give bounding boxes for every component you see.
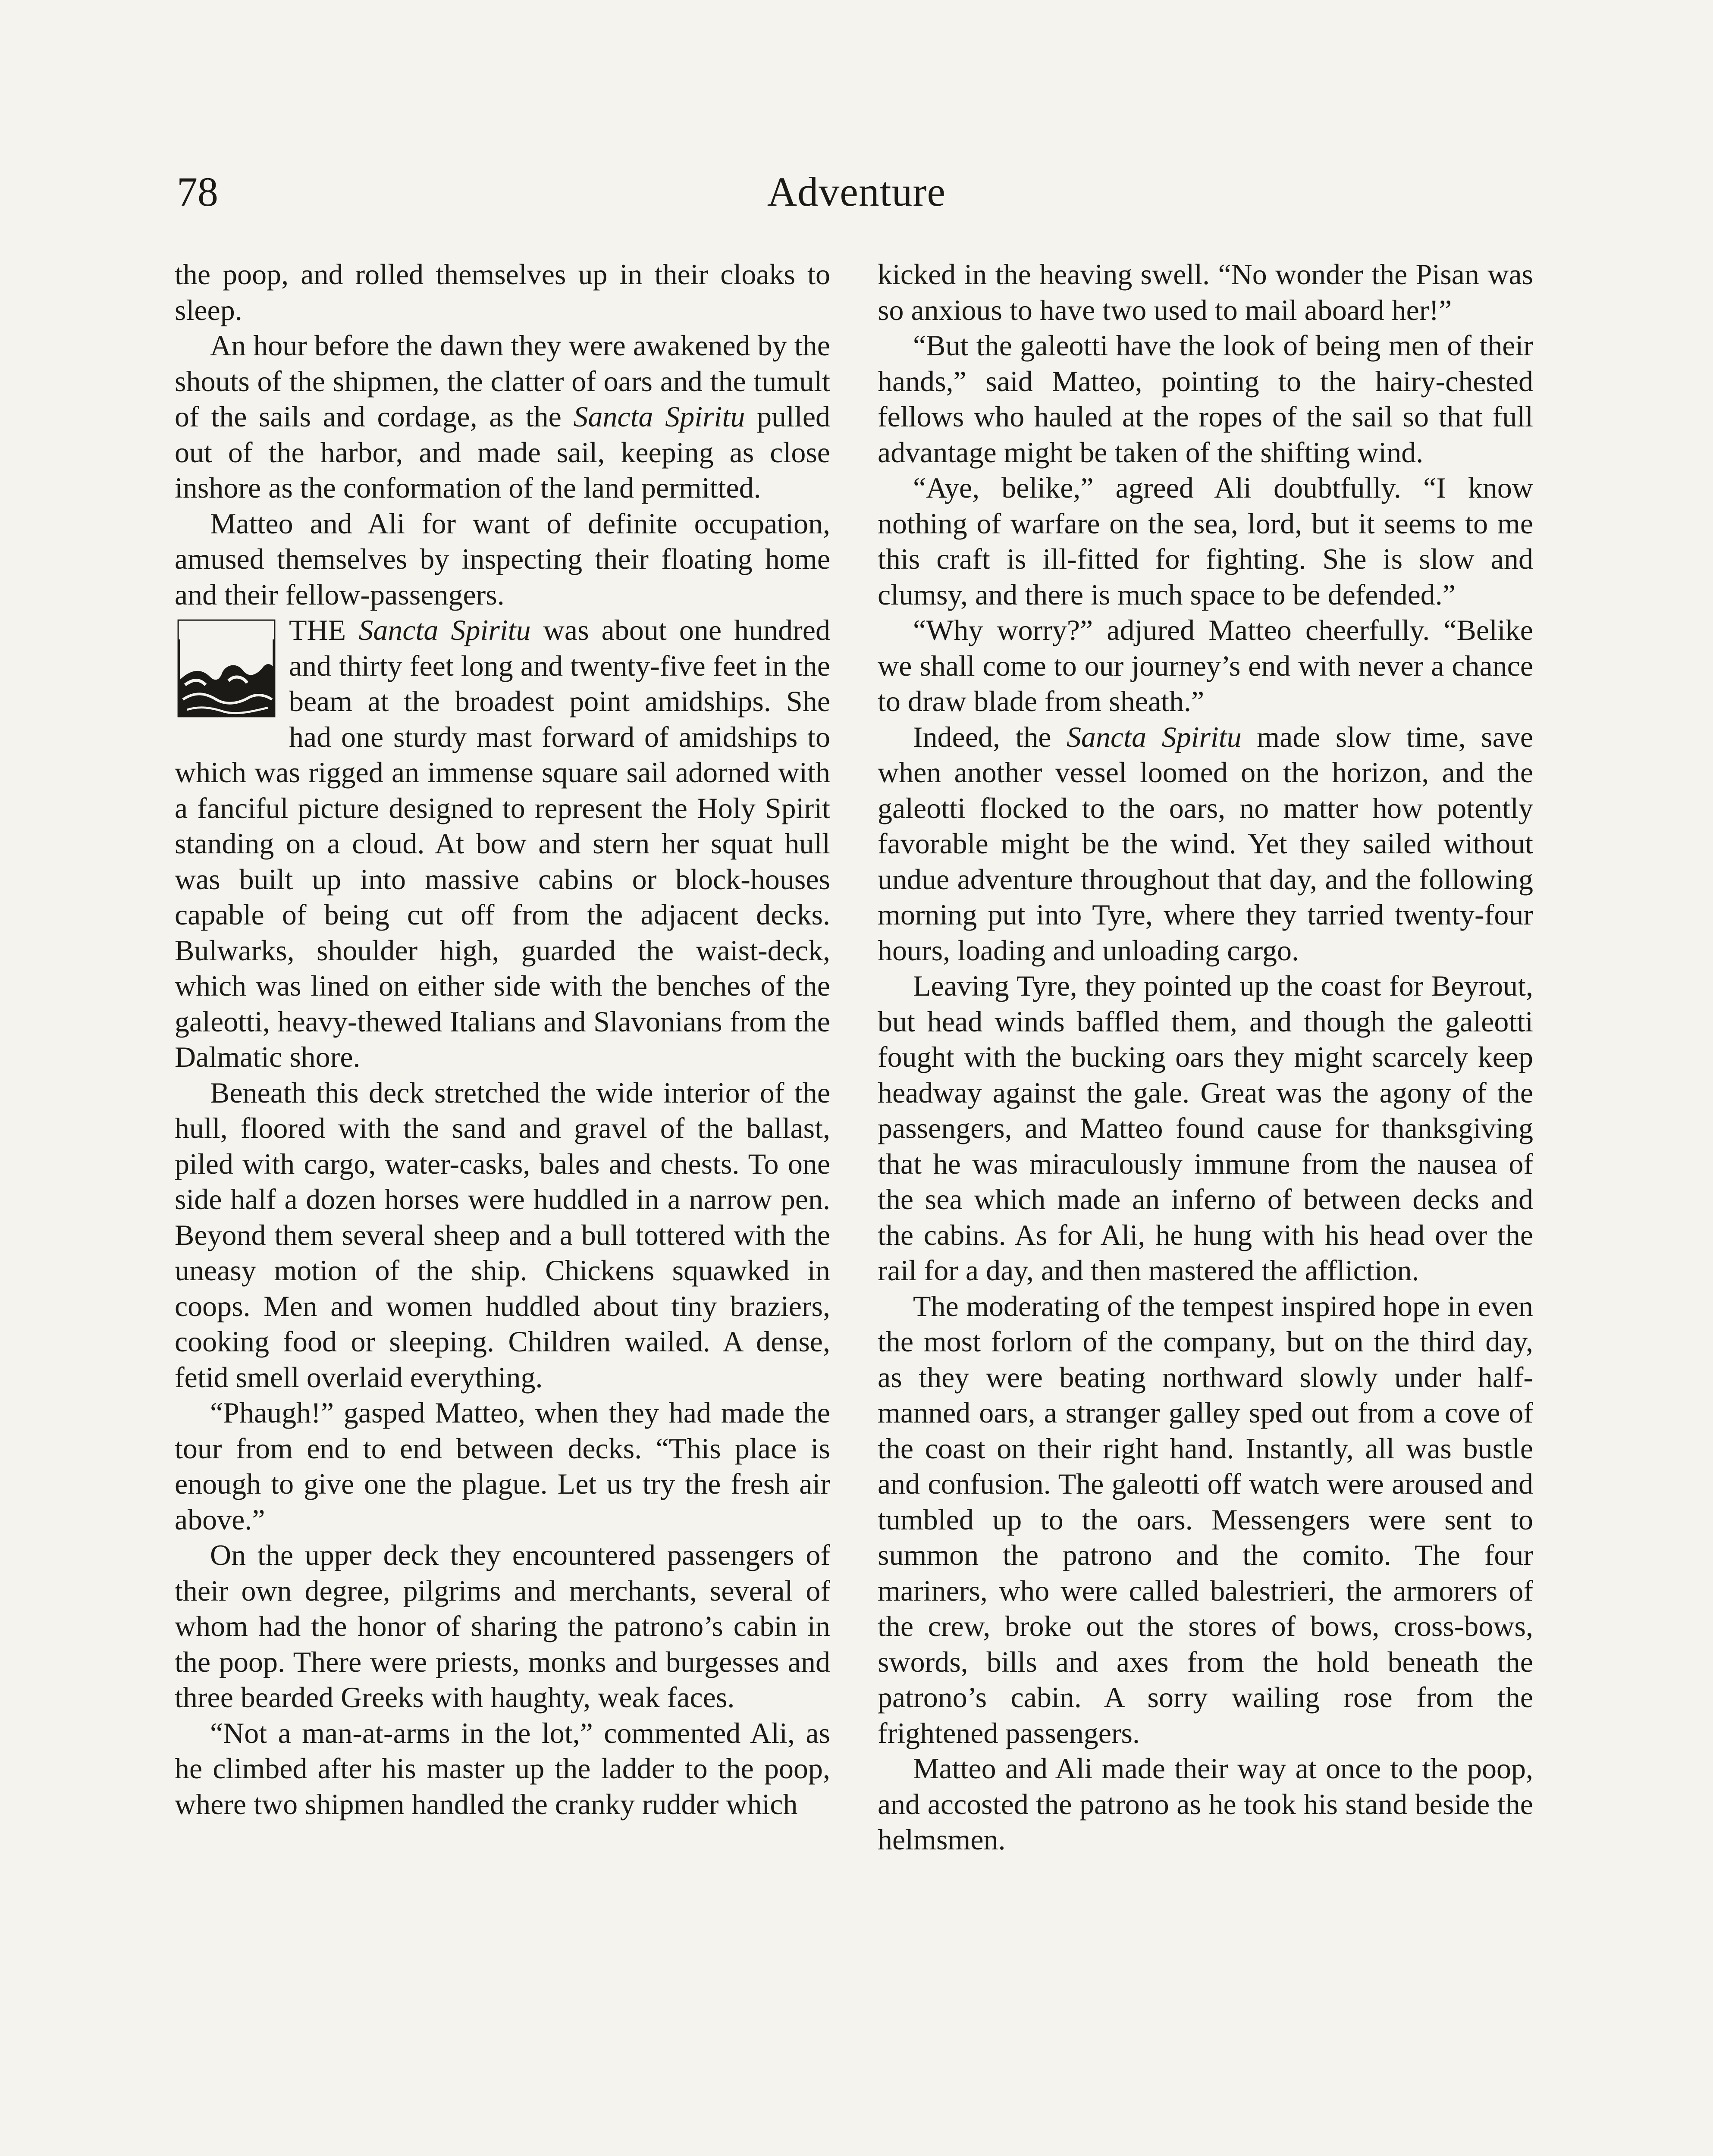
paragraph xyxy=(175,328,830,506)
section-opening-paragraph xyxy=(175,612,830,1075)
paragraph: Matteo and Ali made their way at once to the poop, and accosted the patrono as he took his stand beside the helmsmen. xyxy=(878,1752,1533,1856)
paragraph-text: An hour before the dawn they were awakened by the shouts of the shipmen, the clatter of oars and the tumult of the sails and cordage, as the xyxy=(175,329,830,433)
paragraph-text: pulled out of the harbor, and made sail, keeping as close inshore as the conformation of the land permitted. xyxy=(175,400,831,504)
paragraph: Leaving Tyre, they pointed up the coast for Beyrout, but head winds baffled them, and though the galeotti fought with the bucking oars they might scarcely keep headway against the gale. Great was the agony of the passengers, and Matteo found cause for thanksgiving that he was miraculously immune from the nausea of the sea which made an inferno of between decks and the cabins. As for Ali, he hung with his head over the rail for a day, and then mastered the affliction. xyxy=(878,969,1533,1287)
paragraph: “Why worry?” adjured Matteo cheerfully. “Belike we shall come to our journey’s end with never a chance to draw blade from sheath.” xyxy=(878,614,1533,718)
right-column xyxy=(878,257,1533,1858)
paragraph: “Aye, belike,” agreed Ali doubtfully. “I know nothing of warfare on the sea, lord, but it seems to me this craft is ill-fitted for fighting. She is slow and clumsy, and there is much space to be defended.” xyxy=(878,471,1533,611)
ship-name: Sancta Spiritu xyxy=(1067,720,1242,753)
paragraph: Matteo and Ali for want of definite occupation, amused themselves by inspecting their floating home and their fellow-passengers. xyxy=(175,507,830,611)
paragraph: On the upper deck they encountered passengers of their own degree, pilgrims and merchants, several of whom had the honor of sharing the patrono’s cabin in the poop. There were priests, monks and burgesses and three bearded Greeks with haughty, weak faces. xyxy=(175,1539,830,1714)
paragraph: kicked in the heaving swell. “No wonder the Pisan was so anxious to have two used to mail aboard her!” xyxy=(878,258,1533,326)
paragraph: the poop, and rolled themselves up in their cloaks to sleep. xyxy=(175,258,830,326)
paragraph-text: made slow time, save when another vessel loomed on the horizon, and the galeotti flocked to the oars, no matter how potently favorable might be the wind. Yet they sailed without undue adventure throughout that day, and the following morning put into Tyre, where they tarried twenty-four hours, loading and unloading cargo. xyxy=(878,720,1533,967)
paragraph: The moderating of the tempest inspired hope in even the most forlorn of the company, but on the third day, as they were beating northward slowly under half-manned oars, a stranger galley sped out from a cove of the coast on their right hand. Instantly, all was bustle and confusion. The galeotti off watch were aroused and tumbled up to the oars. Messengers were sent to summon the patrono and the comito. The four mariners, who were called balestrieri, the armorers of the crew, broke out the stores of bows, cross-bows, swords, bills and axes from the hold beneath the patrono’s cabin. A sorry wailing rose from the frightened passengers. xyxy=(878,1289,1533,1749)
paragraph: “Phaugh!” gasped Matteo, when they had made the tour from end to end between decks. “This place is enough to give one the plague. Let us try the fresh air above.” xyxy=(175,1396,830,1536)
left-column xyxy=(175,257,830,1822)
waves-ornament-icon xyxy=(175,617,278,720)
page-number: 78 xyxy=(177,169,218,215)
paragraph xyxy=(878,719,1533,968)
page-header xyxy=(177,166,1536,218)
paragraph-text: was about one hundred and thirty feet long and twenty-five feet in the beam at the broadest point amidships. She had one sturdy mast forward of amidships to which was rigged an immense square sail adorned with a fanciful picture designed to represent the Holy Spirit standing on a cloud. At bow and stern her squat hull was built up into massive cabins or block-houses capable of being cut off from the adjacent decks. Bulwarks, shoulder high, guarded the waist-deck, which was lined on either side with the benches of the galeotti, heavy-thewed Italians and Slavonians from the Dalmatic shore. xyxy=(175,614,830,1073)
paragraph-text: THE xyxy=(289,614,359,646)
running-title: Adventure xyxy=(767,169,946,215)
ship-name: Sancta Spiritu xyxy=(358,614,531,646)
ship-name: Sancta Spiritu xyxy=(573,400,745,433)
paragraph-text: Indeed, the xyxy=(913,720,1067,753)
paragraph: “But the galeotti have the look of being men of their hands,” said Matteo, pointing to the hairy-chested fellows who hauled at the ropes of the sail so that full advantage might be taken of the shifting wind. xyxy=(878,329,1533,469)
paragraph: “Not a man-at-arms in the lot,” commented Ali, as he climbed after his master up the ladder to the poop, where two shipmen handled the cranky rudder which xyxy=(175,1716,830,1821)
paragraph: Beneath this deck stretched the wide interior of the hull, floored with the sand and gravel of the ballast, piled with cargo, water-casks, bales and chests. To one side half a dozen horses were huddled in a narrow pen. Beyond them several sheep and a bull tottered with the uneasy motion of the ship. Chickens squawked in coops. Men and women huddled about tiny braziers, cooking food or sleeping. Children wailed. A dense, fetid smell overlaid everything. xyxy=(175,1076,830,1394)
